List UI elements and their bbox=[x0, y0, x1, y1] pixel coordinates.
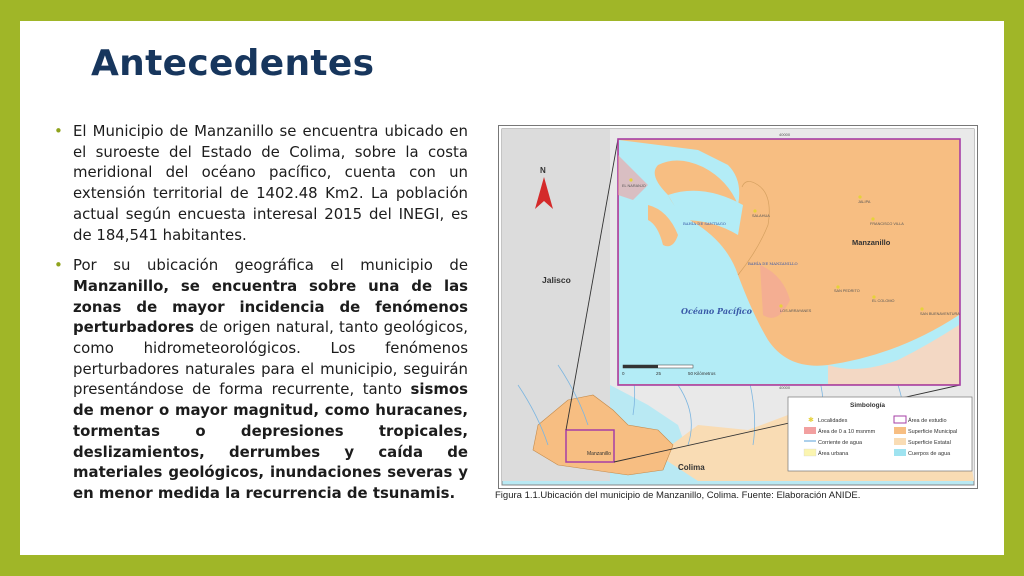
location-map bbox=[498, 125, 978, 489]
legend-label: Superficie Estatal bbox=[908, 440, 951, 446]
bullet-text: Por su ubicación geográfica el municipio de bbox=[73, 256, 468, 275]
place-label: FRANCISCO VILLA bbox=[870, 222, 904, 226]
scale-label: 50 Kilómetros bbox=[688, 371, 716, 376]
label-manzanillo: Manzanillo bbox=[852, 238, 891, 247]
bullet-item-location bbox=[54, 121, 468, 245]
legend-label: Cuerpos de agua bbox=[908, 451, 951, 457]
place-label: EL NARANJO bbox=[622, 184, 646, 188]
north-label: N bbox=[540, 166, 546, 175]
legend-label: Superficie Municipal bbox=[908, 429, 958, 435]
legend-label: Área de estudio bbox=[908, 418, 947, 424]
bullet-bold-text: sismos de menor o mayor magnitud, como huracanes, tormentas o depresiones tropicales, deslizamientos, derrumbes y caída de materiales geológicos, inundaciones severas y en menor medida la recurrencia de tsunamis. bbox=[73, 380, 468, 502]
place-label: LOS ARRAYANES bbox=[780, 309, 812, 313]
scale-tick: 0 bbox=[622, 371, 625, 376]
place-label: JALIPA bbox=[858, 200, 871, 204]
bullet-list bbox=[54, 121, 468, 514]
place-label: EL COLOMO bbox=[872, 299, 895, 303]
legend-swatch bbox=[894, 427, 906, 434]
legend-title: Simbología bbox=[850, 402, 886, 409]
coordinate-label: 40000 bbox=[779, 385, 791, 390]
locality-icon: ✱ bbox=[808, 417, 814, 424]
legend-label: Localidades bbox=[818, 418, 848, 424]
bullet-text: El Municipio de Manzanillo se encuentra ubicado en el suroeste del Estado de Colima, sobre la costa meridional del océano pacífico, cuenta con un extensión territorial de 1402.48 Km2. La población actual según encuesta interesal 2015 del INEGI, es de 184,541 habitantes. bbox=[73, 122, 468, 244]
bullet-bold-text: Manzanillo, se encuentra sobre una de las zonas de mayor incidencia de fenómenos perturbadores bbox=[73, 276, 468, 337]
legend-label: Área de 0 a 10 msnmm bbox=[818, 429, 876, 435]
scale-tick: 25 bbox=[656, 371, 662, 376]
place-label: SAN PEDRITO bbox=[834, 289, 860, 293]
slide-title: Antecedentes bbox=[91, 43, 375, 84]
place-label: SAN BUENAVENTURA bbox=[920, 312, 960, 316]
legend-swatch bbox=[894, 449, 906, 456]
label-bahia-manzanillo: BAHÍA DE MANZANILLO bbox=[748, 261, 798, 266]
legend-label: Área urbana bbox=[818, 451, 849, 457]
label-jalisco: Jalisco bbox=[542, 275, 571, 285]
place-label: SALAHUA bbox=[752, 214, 770, 218]
label-manzanillo-small: Manzanillo bbox=[587, 451, 611, 457]
figure-caption: Figura 1.1.Ubicación del municipio de Manzanillo, Colima. Fuente: Elaboración ANIDE. bbox=[495, 490, 861, 501]
bullet-text: de origen natural, tanto geológicos, como hidrometeorológicos. Los fenómenos perturbadores naturales para el municipio, seguirán presentándose de forma recurrente, tanto bbox=[73, 318, 468, 399]
slide bbox=[20, 21, 1004, 555]
label-bahia-santiago: BAHÍA DE SANTIAGO bbox=[683, 221, 726, 226]
legend-swatch bbox=[894, 438, 906, 445]
coordinate-label: 40000 bbox=[779, 132, 791, 137]
map-svg bbox=[498, 125, 978, 489]
label-colima: Colima bbox=[678, 463, 705, 472]
label-ocean: Océano Pacífico bbox=[681, 306, 752, 316]
legend-label: Corriente de agua bbox=[818, 440, 863, 446]
legend-swatch bbox=[804, 427, 816, 434]
map-legend bbox=[788, 397, 972, 471]
bullet-item-risks bbox=[54, 255, 468, 503]
legend-swatch bbox=[804, 449, 816, 456]
